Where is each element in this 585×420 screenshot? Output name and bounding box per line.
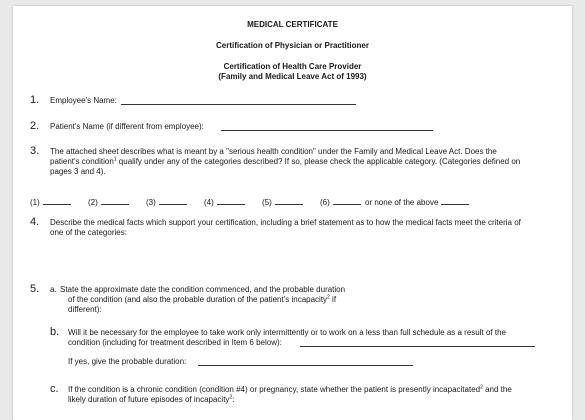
q5c-line-1 xyxy=(68,385,512,395)
item-number-1: 1. xyxy=(30,94,40,106)
q3-line-2b: qualify under any of the categories described? If so, please check the applicable category. (Categories defined on xyxy=(116,157,521,166)
subtitle-act: (Family and Medical Leave Act of 1993) xyxy=(218,72,367,81)
q5b-line-3: If yes, give the probable duration: xyxy=(68,357,187,366)
certificate-page xyxy=(13,6,572,420)
category-6-field[interactable] xyxy=(333,196,361,205)
employee-name-field[interactable] xyxy=(121,104,356,105)
q5b-line-1: Will it be necessary for the employee to take work only intermittently or to work on a less than full schedule as a result of the xyxy=(68,328,506,337)
category-1 xyxy=(30,196,71,208)
category-6-label: (6) xyxy=(320,198,330,207)
category-5-field[interactable] xyxy=(275,196,303,205)
category-5-label: (5) xyxy=(262,198,272,207)
q5b-treatment-field[interactable] xyxy=(300,346,535,347)
category-2-label: (2) xyxy=(88,198,98,207)
q5a-line-3: different): xyxy=(68,305,102,314)
q5a-line-2a: of the condition (and also the probable duration of the patient's incapacity xyxy=(68,295,328,304)
item-number-3: 3. xyxy=(30,145,40,157)
patient-name-label: Patient's Name (if different from employee): xyxy=(50,122,204,131)
q5c-line-2a: likely duration of future episodes of incapacity xyxy=(68,395,230,404)
q5b-marker: b. xyxy=(50,326,60,338)
q5a-marker: a. xyxy=(50,285,57,294)
employee-name-label xyxy=(50,96,117,106)
q3-footnote-1: 1 xyxy=(113,156,117,163)
category-6 xyxy=(320,196,361,208)
q3-line-2 xyxy=(50,157,520,167)
q5a-line-2b: if xyxy=(329,295,337,304)
q3-line-2a: patient's condition xyxy=(50,157,114,166)
item-number-5: 5. xyxy=(30,283,40,295)
subtitle-physician: Certification of Physician or Practitioner xyxy=(216,41,369,50)
category-4-field[interactable] xyxy=(217,196,245,205)
q5b-duration-field[interactable] xyxy=(198,365,413,366)
employee-name-text: Employee's Name: xyxy=(50,96,117,105)
document-title: MEDICAL CERTIFICATE xyxy=(247,20,338,29)
q5b-line-2: condition (including for treatment described in Item 6 below): xyxy=(68,338,282,347)
q5c-marker: c. xyxy=(50,383,59,395)
category-1-field[interactable] xyxy=(43,196,71,205)
q5a-line-1: State the approximate date the condition commenced, and the probable duration xyxy=(60,285,346,294)
patient-name-field[interactable] xyxy=(221,130,433,131)
q3-line-1: The attached sheet describes what is meant by a "serious health condition" under the Family and Medical Leave Act. Does the xyxy=(50,147,497,156)
q5c-line-1a: If the condition is a chronic condition (condition #4) or pregnancy, state whether the patient is presently incapacitated xyxy=(68,385,481,394)
q5c-line-1b: and the xyxy=(482,385,512,394)
q5c-line-2b: : xyxy=(232,395,235,404)
q4-line-2: one of the categories: xyxy=(50,228,127,237)
category-4 xyxy=(204,196,245,208)
q5a-line-2 xyxy=(68,295,336,305)
category-1-label: (1) xyxy=(30,198,40,207)
category-none xyxy=(365,196,469,208)
category-none-label: or none of the above xyxy=(365,198,439,207)
category-3 xyxy=(146,196,187,208)
q3-line-3: pages 3 and 4). xyxy=(50,167,106,176)
category-4-label: (4) xyxy=(204,198,214,207)
q4-line-1: Describe the medical facts which support your certification, including a brief statement as to how the medical facts meet the criteria of xyxy=(50,218,521,227)
category-3-label: (3) xyxy=(146,198,156,207)
subtitle-provider: Certification of Health Care Provider xyxy=(223,62,362,71)
q5c-footnote-2a: 2 xyxy=(480,384,483,391)
q5c-line-2 xyxy=(68,395,234,405)
item-number-4: 4. xyxy=(30,216,40,228)
category-5 xyxy=(262,196,303,208)
item-number-2: 2. xyxy=(30,120,40,132)
category-3-field[interactable] xyxy=(159,196,187,205)
category-none-field[interactable] xyxy=(441,196,469,205)
category-2 xyxy=(88,196,129,208)
q5a-footnote-2: 2 xyxy=(327,294,330,301)
category-2-field[interactable] xyxy=(101,196,129,205)
q5c-footnote-2b: 2 xyxy=(229,394,233,401)
